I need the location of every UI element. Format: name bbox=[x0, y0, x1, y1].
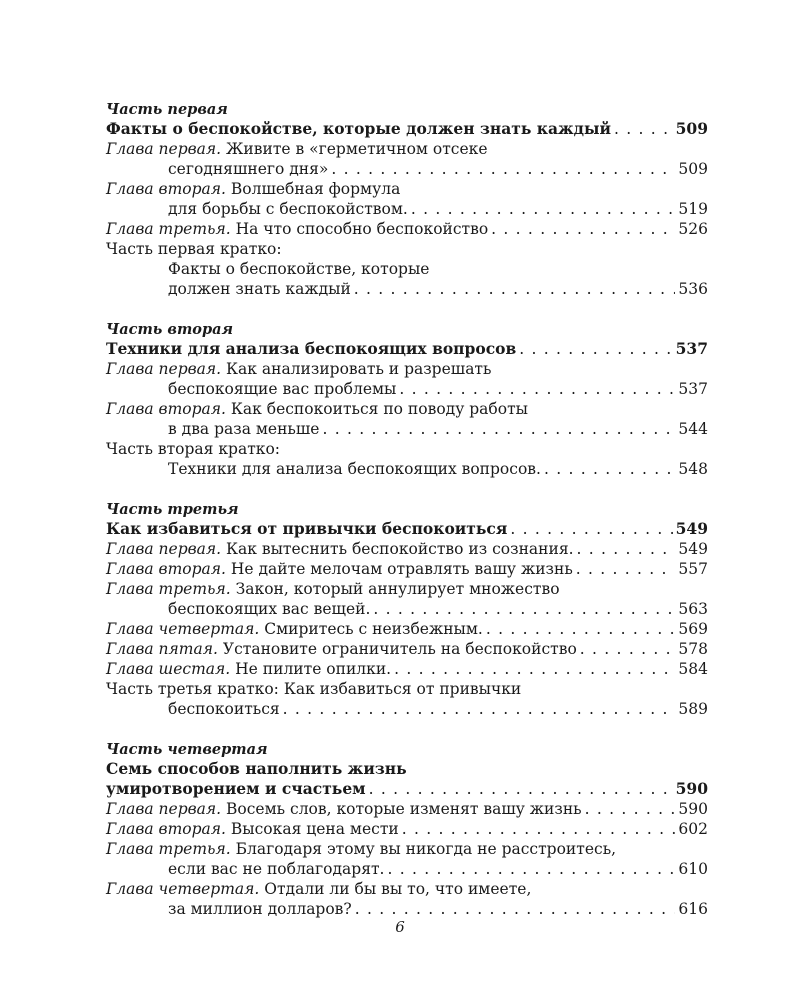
entry-title: сегодняшнего дня» bbox=[168, 160, 329, 178]
toc-entry[interactable] bbox=[106, 579, 708, 599]
chapter-label: Глава третья. bbox=[106, 840, 231, 858]
toc-part bbox=[106, 500, 708, 719]
entry-title: Часть вторая кратко: bbox=[106, 440, 281, 458]
dot-leader bbox=[614, 119, 673, 139]
dot-leader bbox=[394, 659, 675, 679]
toc-entry[interactable] bbox=[106, 679, 708, 699]
chapter-label: Глава первая. bbox=[106, 540, 222, 558]
toc-entry[interactable] bbox=[106, 539, 708, 559]
toc-part bbox=[106, 740, 708, 919]
toc-entry[interactable] bbox=[106, 839, 708, 859]
dot-leader bbox=[491, 219, 675, 239]
page-ref: 569 bbox=[678, 620, 708, 638]
toc-entry[interactable] bbox=[106, 119, 708, 139]
page-ref: 578 bbox=[678, 640, 708, 658]
chapter-label: Глава первая. bbox=[106, 140, 222, 158]
page-ref: 509 bbox=[675, 119, 708, 138]
toc-entry[interactable] bbox=[106, 179, 708, 199]
entry-title: если вас не поблагодарят. bbox=[168, 860, 385, 878]
chapter-label: Глава четвертая. bbox=[106, 880, 260, 898]
toc-entry[interactable] bbox=[106, 399, 708, 419]
dot-leader bbox=[369, 779, 673, 799]
page-ref: 548 bbox=[678, 460, 708, 478]
entry-title: Благодаря этому вы никогда не расстроитесь, bbox=[230, 840, 617, 858]
entry-title: Как вытеснить беспокойство из сознания. bbox=[221, 540, 574, 558]
toc-entry[interactable] bbox=[106, 799, 708, 819]
toc-entry[interactable] bbox=[106, 379, 708, 399]
entry-title: Часть третья кратко: Как избавиться от привычки bbox=[106, 680, 522, 698]
toc-entry[interactable] bbox=[106, 659, 708, 679]
dot-leader bbox=[402, 819, 676, 839]
dot-leader bbox=[519, 339, 672, 359]
page-ref: 537 bbox=[675, 339, 708, 358]
chapter-label: Глава первая. bbox=[106, 800, 222, 818]
toc-entry[interactable] bbox=[106, 759, 708, 779]
entry-title: Восемь слов, которые изменят вашу жизнь bbox=[221, 800, 582, 818]
page-ref: 519 bbox=[678, 200, 708, 218]
entry-title: Закон, который аннулирует множество bbox=[230, 580, 560, 598]
entry-title: беспокоящих вас вещей. bbox=[168, 600, 371, 618]
toc-entry[interactable] bbox=[106, 239, 708, 259]
entry-title: должен знать каждый bbox=[168, 280, 351, 298]
toc-entry[interactable] bbox=[106, 699, 708, 719]
dot-leader bbox=[486, 619, 676, 639]
part-heading: Часть вторая bbox=[106, 321, 234, 338]
entry-title: для борьбы с беспокойством. bbox=[168, 200, 408, 218]
dot-leader bbox=[576, 559, 676, 579]
entry-title: Живите в «герметичном отсеке bbox=[221, 140, 488, 158]
page-ref: 584 bbox=[678, 660, 708, 678]
entry-title: Высокая цена мести bbox=[225, 820, 399, 838]
toc-entry[interactable] bbox=[106, 819, 708, 839]
dot-leader bbox=[399, 379, 675, 399]
chapter-label: Глава шестая. bbox=[106, 660, 231, 678]
entry-title: за миллион долларов? bbox=[168, 900, 352, 918]
page-ref: 544 bbox=[678, 420, 708, 438]
page-ref: 589 bbox=[678, 700, 708, 718]
entry-title: Часть первая кратко: bbox=[106, 240, 282, 258]
entry-title: На что способно беспокойство bbox=[230, 220, 489, 238]
chapter-label: Глава вторая. bbox=[106, 180, 226, 198]
dot-leader bbox=[388, 859, 676, 879]
toc-entry[interactable] bbox=[106, 559, 708, 579]
toc-entry[interactable] bbox=[106, 279, 708, 299]
entry-title: Факты о беспокойстве, которые bbox=[168, 260, 430, 278]
table-of-contents bbox=[106, 100, 708, 919]
entry-title: Не дайте мелочам отравлять вашу жизнь bbox=[225, 560, 573, 578]
entry-title: умиротворением и счастьем bbox=[106, 779, 366, 798]
page-ref: 537 bbox=[678, 380, 708, 398]
entry-title: Волшебная формула bbox=[225, 180, 401, 198]
page-ref: 509 bbox=[678, 160, 708, 178]
toc-entry[interactable] bbox=[106, 159, 708, 179]
toc-entry[interactable] bbox=[106, 599, 708, 619]
dot-leader bbox=[355, 899, 676, 919]
chapter-label: Глава вторая. bbox=[106, 560, 226, 578]
dot-leader bbox=[577, 539, 676, 559]
toc-entry[interactable] bbox=[106, 339, 708, 359]
entry-title: Факты о беспокойстве, которые должен знать каждый bbox=[106, 119, 612, 138]
dot-leader bbox=[322, 419, 675, 439]
dot-leader bbox=[544, 459, 675, 479]
page-ref: 590 bbox=[678, 800, 708, 818]
chapter-label: Глава вторая. bbox=[106, 820, 226, 838]
toc-entry[interactable] bbox=[106, 779, 708, 799]
page-ref: 610 bbox=[678, 860, 708, 878]
entry-title: Техники для анализа беспокоящих вопросов bbox=[106, 339, 517, 358]
entry-title: Техники для анализа беспокоящих вопросов. bbox=[168, 460, 541, 478]
entry-title: Как беспокоиться по поводу работы bbox=[225, 400, 528, 418]
page-number: 6 bbox=[395, 918, 405, 936]
page-ref: 549 bbox=[675, 519, 708, 538]
toc-entry[interactable] bbox=[106, 519, 708, 539]
part-heading: Часть первая bbox=[106, 101, 228, 118]
page-ref: 557 bbox=[678, 560, 708, 578]
toc-part bbox=[106, 320, 708, 479]
page-ref: 616 bbox=[678, 900, 708, 918]
chapter-label: Глава первая. bbox=[106, 360, 222, 378]
dot-leader bbox=[283, 699, 676, 719]
toc-entry[interactable] bbox=[106, 439, 708, 459]
entry-title: беспокоиться bbox=[168, 700, 280, 718]
toc-entry[interactable] bbox=[106, 899, 708, 919]
dot-leader bbox=[411, 199, 676, 219]
chapter-label: Глава четвертая. bbox=[106, 620, 260, 638]
entry-title: в два раза меньше bbox=[168, 420, 320, 438]
page-ref: 563 bbox=[678, 600, 708, 618]
entry-title: Как анализировать и разрешать bbox=[221, 360, 492, 378]
entry-title: Как избавиться от привычки беспокоиться bbox=[106, 519, 508, 538]
toc-entry[interactable] bbox=[106, 879, 708, 899]
entry-title: Установите ограничитель на беспокойство bbox=[217, 640, 577, 658]
part-heading: Часть четвертая bbox=[106, 741, 268, 758]
dot-leader bbox=[373, 599, 675, 619]
toc-entry[interactable] bbox=[106, 639, 708, 659]
dot-leader bbox=[580, 639, 676, 659]
toc-entry[interactable] bbox=[106, 199, 708, 219]
chapter-label: Глава пятая. bbox=[106, 640, 218, 658]
chapter-label: Глава третья. bbox=[106, 580, 231, 598]
entry-title: Смиритесь с неизбежным. bbox=[259, 620, 483, 638]
toc-entry[interactable] bbox=[106, 419, 708, 439]
toc-part bbox=[106, 100, 708, 299]
chapter-label: Глава вторая. bbox=[106, 400, 226, 418]
dot-leader bbox=[510, 519, 672, 539]
part-heading: Часть третья bbox=[106, 501, 239, 518]
dot-leader bbox=[331, 159, 675, 179]
toc-entry[interactable] bbox=[106, 459, 708, 479]
toc-entry[interactable] bbox=[106, 219, 708, 239]
toc-entry[interactable] bbox=[106, 619, 708, 639]
page-ref: 526 bbox=[678, 220, 708, 238]
page-ref: 590 bbox=[675, 779, 708, 798]
dot-leader bbox=[585, 799, 676, 819]
toc-entry[interactable] bbox=[106, 859, 708, 879]
entry-title: Семь способов наполнить жизнь bbox=[106, 759, 407, 778]
chapter-label: Глава третья. bbox=[106, 220, 231, 238]
page-ref: 602 bbox=[678, 820, 708, 838]
toc-entry[interactable] bbox=[106, 259, 708, 279]
toc-entry[interactable] bbox=[106, 359, 708, 379]
page-ref: 549 bbox=[678, 540, 708, 558]
toc-entry[interactable] bbox=[106, 139, 708, 159]
dot-leader bbox=[354, 279, 676, 299]
entry-title: Отдали ли бы вы то, что имеете, bbox=[259, 880, 532, 898]
entry-title: беспокоящие вас проблемы bbox=[168, 380, 397, 398]
page-ref: 536 bbox=[678, 280, 708, 298]
entry-title: Не пилите опилки. bbox=[230, 660, 392, 678]
